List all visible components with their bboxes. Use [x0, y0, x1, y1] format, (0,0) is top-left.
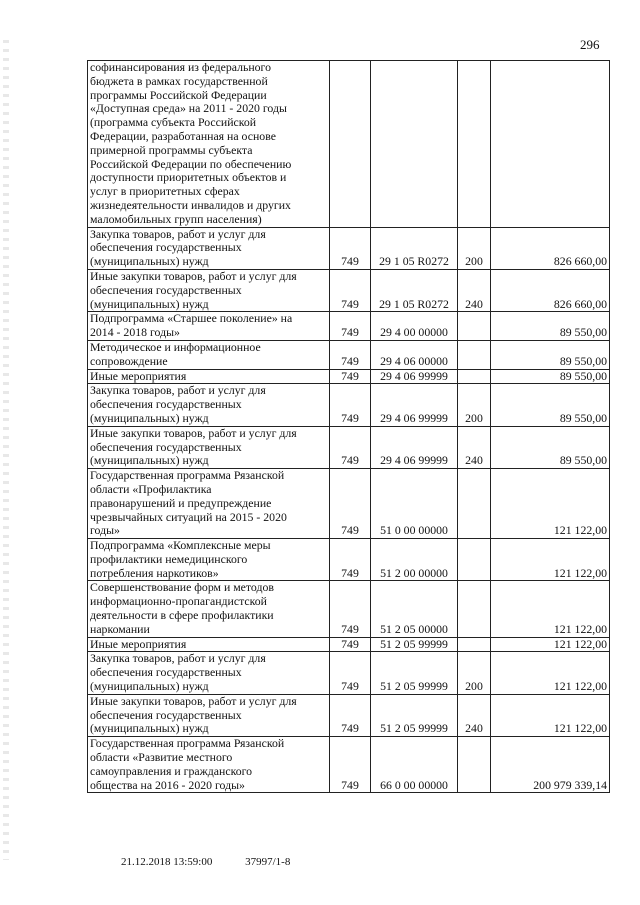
row-dept-code: 749	[330, 384, 371, 426]
row-target-code: 66 0 00 00000	[371, 737, 458, 793]
row-amount: 121 122,00	[491, 652, 610, 694]
table-row	[88, 61, 610, 228]
table-row	[88, 637, 610, 652]
row-target-code: 51 2 05 99999	[371, 652, 458, 694]
description-line: (муниципальных) нужд	[90, 410, 209, 425]
description-line: обеспечения государственных	[90, 240, 242, 255]
row-description	[88, 227, 330, 269]
description-line: (муниципальных) нужд	[90, 721, 209, 736]
description-line: «Доступная среда» на 2011 - 2020 годы	[90, 101, 287, 116]
description-line: примерной программы субъекта	[90, 142, 253, 157]
description-line: Закупка товаров, работ и услуг для	[90, 383, 266, 398]
row-description	[88, 737, 330, 793]
description-line: софинансирования из федерального	[90, 60, 271, 74]
row-target-code: 29 1 05 R0272	[371, 269, 458, 311]
description-line: бюджета в рамках государственной	[90, 73, 268, 88]
description-line: Российской Федерации по обеспечению	[90, 156, 292, 171]
row-amount: 89 550,00	[491, 384, 610, 426]
row-target-code	[371, 61, 458, 228]
row-expense-type	[458, 312, 491, 341]
footer	[121, 856, 320, 868]
row-description	[88, 637, 330, 652]
description-line: Подпрограмма «Комплексные меры	[90, 538, 271, 553]
row-target-code: 29 4 06 99999	[371, 369, 458, 384]
row-amount: 89 550,00	[491, 426, 610, 468]
description-line: Совершенствование форм и методов	[90, 580, 274, 595]
row-target-code: 51 0 00 00000	[371, 469, 458, 539]
table-row	[88, 269, 610, 311]
description-line: обеспечения государственных	[90, 665, 242, 680]
description-line: Иные мероприятия	[90, 369, 187, 383]
row-dept-code: 749	[330, 312, 371, 341]
description-line: области «Профилактика	[90, 481, 212, 496]
description-line: (муниципальных) нужд	[90, 254, 209, 269]
row-target-code: 29 4 06 99999	[371, 384, 458, 426]
description-line: обеспечения государственных	[90, 707, 242, 722]
description-line: (муниципальных) нужд	[90, 453, 209, 468]
description-line: Федерации, разработанная на основе	[90, 128, 276, 143]
row-description	[88, 312, 330, 341]
table-row	[88, 384, 610, 426]
row-expense-type	[458, 637, 491, 652]
row-dept-code: 749	[330, 737, 371, 793]
row-amount: 121 122,00	[491, 581, 610, 637]
row-dept-code: 749	[330, 269, 371, 311]
description-line: услуг в приоритетных сферах	[90, 184, 240, 199]
description-line: жизнедеятельности инвалидов и других	[90, 197, 291, 212]
row-target-code: 29 4 06 00000	[371, 340, 458, 369]
table-row	[88, 694, 610, 736]
row-description	[88, 652, 330, 694]
table-row	[88, 652, 610, 694]
row-amount: 200 979 339,14	[491, 737, 610, 793]
description-line: (муниципальных) нужд	[90, 679, 209, 694]
row-expense-type	[458, 369, 491, 384]
row-expense-type	[458, 61, 491, 228]
row-dept-code: 749	[330, 469, 371, 539]
table-row	[88, 581, 610, 637]
row-expense-type: 200	[458, 384, 491, 426]
table-row	[88, 340, 610, 369]
description-line: Закупка товаров, работ и услуг для	[90, 227, 266, 241]
row-description	[88, 469, 330, 539]
description-line: годы»	[90, 523, 120, 538]
description-line: Иные закупки товаров, работ и услуг для	[90, 694, 297, 708]
row-amount: 89 550,00	[491, 369, 610, 384]
description-line: чрезвычайных ситуаций на 2015 - 2020	[90, 509, 287, 524]
description-line: Государственная программа Рязанской	[90, 468, 285, 483]
row-expense-type: 240	[458, 269, 491, 311]
row-dept-code: 749	[330, 340, 371, 369]
table-row	[88, 312, 610, 341]
row-expense-type	[458, 737, 491, 793]
row-expense-type	[458, 469, 491, 539]
description-line: обеспечения государственных	[90, 282, 242, 297]
description-line: самоуправления и гражданского	[90, 763, 253, 778]
row-expense-type: 200	[458, 227, 491, 269]
row-target-code: 29 4 00 00000	[371, 312, 458, 341]
row-target-code: 51 2 05 99999	[371, 694, 458, 736]
description-line: области «Развитие местного	[90, 750, 233, 765]
table-row	[88, 426, 610, 468]
row-amount: 121 122,00	[491, 469, 610, 539]
row-dept-code: 749	[330, 581, 371, 637]
row-amount: 826 660,00	[491, 269, 610, 311]
row-target-code: 51 2 05 99999	[371, 637, 458, 652]
description-line: обеспечения государственных	[90, 439, 242, 454]
row-amount: 121 122,00	[491, 539, 610, 581]
row-amount: 89 550,00	[491, 340, 610, 369]
table-row	[88, 369, 610, 384]
description-line: информационно-пропагандистской	[90, 594, 267, 609]
row-target-code: 29 1 05 R0272	[371, 227, 458, 269]
row-expense-type: 240	[458, 694, 491, 736]
description-line: профилактики немедицинского	[90, 551, 248, 566]
description-line: Иные мероприятия	[90, 637, 187, 651]
row-description	[88, 269, 330, 311]
description-line: правонарушений и предупреждение	[90, 495, 272, 510]
description-line: маломобильных групп населения)	[90, 211, 262, 226]
row-target-code: 51 2 05 00000	[371, 581, 458, 637]
description-line: (программа субъекта Российской	[90, 115, 257, 130]
description-line: доступности приоритетных объектов и	[90, 170, 287, 185]
row-amount: 121 122,00	[491, 694, 610, 736]
description-line: сопровождение	[90, 353, 168, 368]
row-description	[88, 61, 330, 228]
row-expense-type	[458, 340, 491, 369]
row-expense-type	[458, 581, 491, 637]
row-amount	[491, 61, 610, 228]
row-dept-code	[330, 61, 371, 228]
row-dept-code: 749	[330, 369, 371, 384]
description-line: обеспечения государственных	[90, 397, 242, 412]
budget-table-body	[88, 61, 610, 793]
description-line: Иные закупки товаров, работ и услуг для	[90, 426, 297, 440]
table-row	[88, 469, 610, 539]
footer-timestamp: 21.12.2018 13:59:00	[121, 856, 213, 868]
row-target-code: 29 4 06 99999	[371, 426, 458, 468]
description-line: наркомании	[90, 621, 150, 636]
row-target-code: 51 2 00 00000	[371, 539, 458, 581]
row-description	[88, 384, 330, 426]
binding-stamp-strip	[3, 40, 9, 860]
row-amount: 89 550,00	[491, 312, 610, 341]
description-line: Методическое и информационное	[90, 340, 261, 354]
row-description	[88, 539, 330, 581]
row-dept-code: 749	[330, 227, 371, 269]
table-row	[88, 227, 610, 269]
table-row	[88, 539, 610, 581]
row-description	[88, 369, 330, 384]
row-dept-code: 749	[330, 637, 371, 652]
table-row	[88, 737, 610, 793]
description-line: программы Российской Федерации	[90, 87, 267, 102]
row-description	[88, 581, 330, 637]
row-description	[88, 426, 330, 468]
description-line: Государственная программа Рязанской	[90, 736, 285, 751]
row-amount: 826 660,00	[491, 227, 610, 269]
description-line: Закупка товаров, работ и услуг для	[90, 651, 266, 666]
description-line: деятельности в сфере профилактики	[90, 608, 274, 623]
row-dept-code: 749	[330, 652, 371, 694]
description-line: 2014 - 2018 годы»	[90, 325, 180, 340]
row-amount: 121 122,00	[491, 637, 610, 652]
page-number: 296	[580, 37, 600, 52]
description-line: (муниципальных) нужд	[90, 296, 209, 311]
budget-table	[87, 60, 610, 793]
row-dept-code: 749	[330, 694, 371, 736]
description-line: Подпрограмма «Старшее поколение» на	[90, 311, 293, 326]
description-line: потребления наркотиков»	[90, 565, 219, 580]
row-description	[88, 340, 330, 369]
row-description	[88, 694, 330, 736]
footer-doc-id: 37997/1-8	[245, 856, 291, 868]
description-line: Иные закупки товаров, работ и услуг для	[90, 269, 297, 283]
row-expense-type: 240	[458, 426, 491, 468]
row-expense-type: 200	[458, 652, 491, 694]
row-dept-code: 749	[330, 539, 371, 581]
description-line: общества на 2016 - 2020 годы»	[90, 777, 245, 792]
row-expense-type	[458, 539, 491, 581]
row-dept-code: 749	[330, 426, 371, 468]
